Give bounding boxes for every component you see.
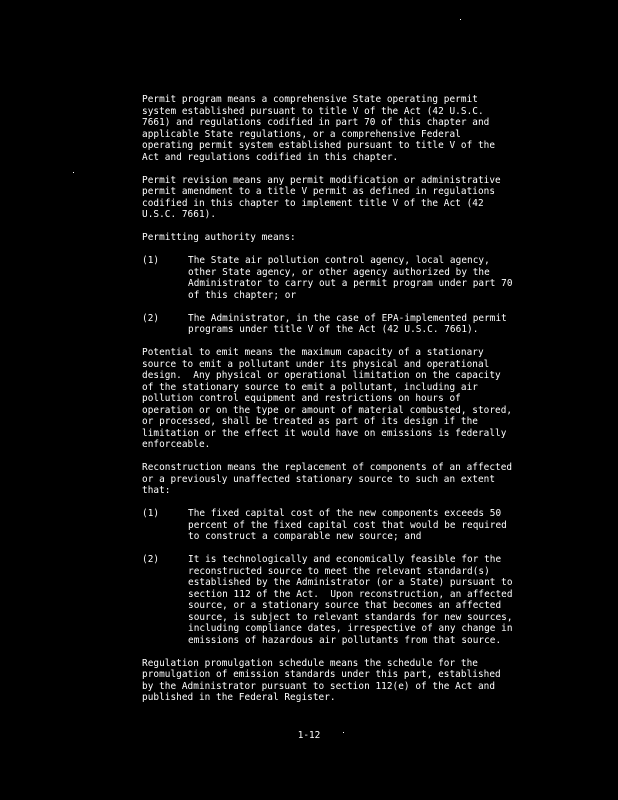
scan-speck (460, 19, 461, 20)
text-line: that: (142, 485, 171, 496)
list-item-text (188, 313, 562, 336)
text-line: enforceable. (142, 439, 211, 450)
definition-paragraph (142, 175, 562, 221)
definition-paragraph (142, 94, 562, 163)
text-line: established by the Administrator (or a State) pursuant to (188, 577, 513, 588)
text-line: by the Administrator pursuant to section 112(e) of the Act and (142, 680, 496, 692)
text-line: to construct a comparable new source; and (188, 531, 422, 542)
numbered-list-item (142, 255, 562, 301)
text-line: It is technologically and economically feasible for the (188, 554, 502, 565)
text-line: published in the Federal Register. (142, 692, 336, 703)
text-line: Permit revision means any permit modification or administrative (142, 174, 501, 186)
document-body (142, 94, 562, 715)
text-line: codified in this chapter to implement title V of the Act (42 (142, 197, 484, 209)
text-line: including compliance dates, irrespective of any change in (188, 623, 513, 634)
text-line: of the stationary source to emit a pollutant, including air (142, 381, 478, 393)
text-line: Act and regulations codified in this chapter. (142, 151, 399, 163)
definition-paragraph (142, 658, 562, 704)
text-line: applicable State regulations, or a comprehensive Federal (142, 128, 461, 140)
text-line: or a previously unaffected stationary source to such an extent (142, 473, 496, 485)
text-line: Potential to emit means the maximum capacity of a stationary (142, 347, 484, 358)
numbered-list-item (142, 508, 562, 543)
numbered-list-item (142, 554, 562, 646)
text-line: source, is subject to relevant standards for new sources, (188, 611, 513, 623)
text-line: 7661) and regulations codified in part 70 of this chapter and (142, 117, 490, 128)
text-line: emissions of hazardous air pollutants from that source. (188, 634, 502, 646)
text-line: operating permit system established pursuant to title V of the (142, 140, 496, 151)
text-line: or processed, shall be treated as part of its design if the (142, 416, 478, 427)
text-line: programs under title V of the Act (42 U.S.C. 7661). (188, 324, 479, 335)
list-item-text (188, 255, 562, 301)
text-line: promulgation of emission standards under this part, established (142, 669, 501, 680)
list-item-number: (1) (142, 508, 160, 519)
text-line: reconstructed source to meet the relevant standard(s) (188, 565, 490, 577)
text-line: of this chapter; or (188, 289, 297, 301)
text-line: design. Any physical or operational limitation on the capacity (142, 370, 501, 381)
list-item-text (188, 554, 562, 646)
definition-paragraph (142, 232, 562, 244)
text-line: source to emit a pollutant under its physical and operational (142, 358, 490, 370)
text-line: Regulation promulgation schedule means the schedule for the (142, 657, 478, 669)
text-line: limitation or the effect it would have on emissions is federally (142, 427, 507, 439)
page-number: 1-12 (297, 730, 321, 741)
numbered-list-item (142, 313, 562, 336)
definition-paragraph (142, 462, 562, 497)
scan-speck (343, 732, 344, 733)
text-line: system established pursuant to title V of the Act (42 U.S.C. (142, 105, 484, 117)
text-line: source, or a stationary source that becomes an affected (188, 600, 502, 611)
scan-speck (73, 172, 74, 173)
text-line: section 112 of the Act. Upon reconstruction, an affected (188, 588, 513, 600)
text-line: The State air pollution control agency, local agency, (188, 255, 490, 266)
text-line: Permitting authority means: (142, 232, 296, 243)
list-item-number: (2) (142, 554, 160, 565)
list-item-text (188, 508, 562, 543)
text-line: permit amendment to a title V permit as defined in regulations (142, 186, 496, 197)
list-item-number: (1) (142, 255, 160, 266)
text-line: other State agency, or other agency authorized by the (188, 266, 490, 278)
text-line: Permit program means a comprehensive State operating permit (142, 94, 478, 105)
list-item-number: (2) (142, 312, 160, 324)
text-line: U.S.C. 7661). (142, 209, 217, 220)
text-line: percent of the fixed capital cost that would be required (188, 519, 507, 531)
text-line: Reconstruction means the replacement of components of an affected (142, 462, 513, 473)
text-line: The Administrator, in the case of EPA-implemented permit (188, 312, 507, 324)
text-line: operation or on the type or amount of material combusted, stored, (142, 404, 513, 416)
text-line: The fixed capital cost of the new components exceeds 50 (188, 508, 502, 519)
text-line: pollution control equipment and restrictions on hours of (142, 393, 461, 404)
definition-paragraph (142, 347, 562, 451)
text-line: Administrator to carry out a permit program under part 70 (188, 278, 513, 289)
